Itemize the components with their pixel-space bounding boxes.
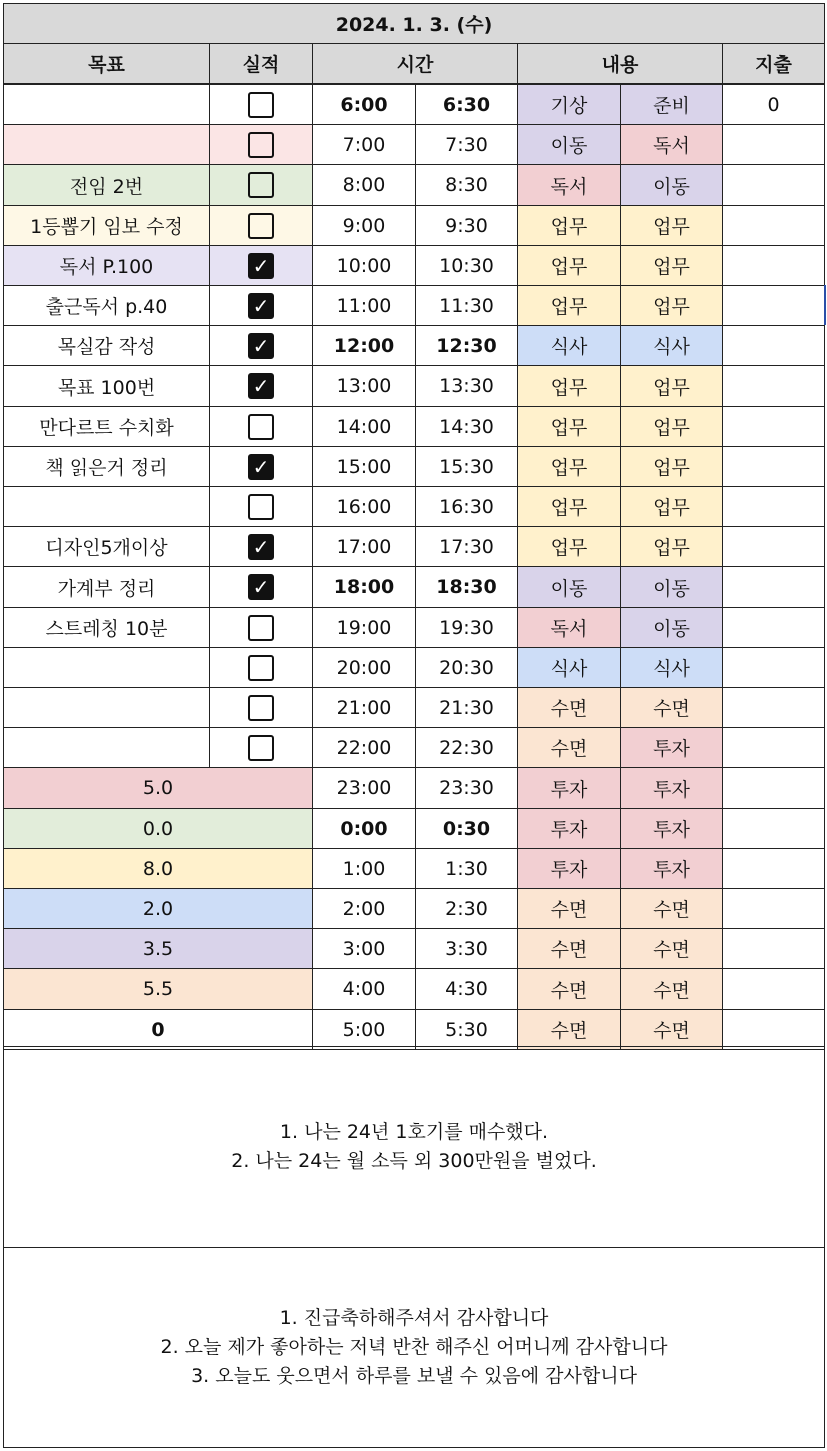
time-end-cell: 6:30 <box>415 84 518 125</box>
content-cell: 업무 <box>620 365 723 407</box>
done-cell <box>209 566 313 608</box>
time-end-cell: 20:30 <box>415 647 518 688</box>
content-cell: 기상 <box>517 84 621 125</box>
time-start-cell: 14:00 <box>312 406 416 447</box>
done-cell <box>209 687 313 728</box>
done-cell <box>209 245 313 286</box>
done-cell <box>209 325 313 366</box>
time-start-cell: 12:00 <box>312 325 416 366</box>
category-total-cell: 0.0 <box>3 808 313 849</box>
checkbox-unchecked[interactable] <box>248 695 274 721</box>
checkbox-checked[interactable] <box>248 574 274 600</box>
content-cell: 식사 <box>517 647 621 688</box>
time-end-cell: 10:30 <box>415 245 518 286</box>
goal-cell: 출근독서 p.40 <box>3 285 210 326</box>
goal-cell <box>3 124 210 165</box>
goal-cell: 전임 2번 <box>3 164 210 206</box>
time-start-cell: 11:00 <box>312 285 416 326</box>
time-end-cell: 17:30 <box>415 526 518 567</box>
time-start-cell: 23:00 <box>312 767 416 809</box>
content-cell: 이동 <box>517 124 621 165</box>
expense-cell <box>722 727 825 768</box>
content-cell: 업무 <box>620 446 723 487</box>
content-cell: 이동 <box>620 566 723 608</box>
content-cell: 수면 <box>620 687 723 728</box>
time-end-cell: 19:30 <box>415 607 518 648</box>
time-start-cell: 18:00 <box>312 566 416 608</box>
content-cell: 수면 <box>517 928 621 969</box>
goal-cell <box>3 486 210 527</box>
expense-cell <box>722 928 825 969</box>
done-cell <box>209 164 313 206</box>
expense-cell <box>722 808 825 849</box>
time-start-cell: 17:00 <box>312 526 416 567</box>
goal-note-line: 2. 나는 24는 월 소득 외 300만원을 벌었다. <box>231 1150 597 1172</box>
expense-cell <box>722 767 825 809</box>
time-start-cell: 8:00 <box>312 164 416 206</box>
expense-cell <box>722 486 825 527</box>
done-cell <box>209 285 313 326</box>
expense-cell <box>722 446 825 487</box>
time-start-cell: 5:00 <box>312 1009 416 1050</box>
content-cell: 업무 <box>620 406 723 447</box>
content-cell: 업무 <box>517 526 621 567</box>
expense-cell <box>722 968 825 1010</box>
goal-cell <box>3 647 210 688</box>
content-cell: 투자 <box>620 808 723 849</box>
content-cell: 투자 <box>620 767 723 809</box>
time-start-cell: 6:00 <box>312 84 416 125</box>
time-start-cell: 2:00 <box>312 888 416 929</box>
content-cell: 수면 <box>517 727 621 768</box>
done-cell <box>209 486 313 527</box>
time-end-cell: 21:30 <box>415 687 518 728</box>
content-cell: 이동 <box>620 607 723 648</box>
gratitude-notes <box>3 1247 825 1448</box>
content-cell: 수면 <box>517 968 621 1010</box>
content-cell: 독서 <box>620 124 723 165</box>
check-icon: ✓ <box>252 575 270 599</box>
expense-cell <box>722 365 825 407</box>
content-cell: 투자 <box>517 848 621 889</box>
goal-cell <box>3 84 210 125</box>
time-end-cell: 14:30 <box>415 406 518 447</box>
expense-cell <box>722 285 825 326</box>
gratitude-note-line: 3. 오늘도 웃으면서 하루를 보낼 수 있음에 감사합니다 <box>191 1365 637 1387</box>
expense-cell <box>722 687 825 728</box>
cell-selection-marker <box>824 285 826 325</box>
time-end-cell: 22:30 <box>415 727 518 768</box>
time-start-cell: 22:00 <box>312 727 416 768</box>
expense-cell <box>722 325 825 366</box>
content-cell: 독서 <box>517 164 621 206</box>
check-icon: ✓ <box>252 534 270 559</box>
content-cell: 이동 <box>620 164 723 206</box>
time-end-cell: 12:30 <box>415 325 518 366</box>
goal-cell <box>3 687 210 728</box>
expense-cell <box>722 566 825 608</box>
done-cell <box>209 406 313 447</box>
content-cell: 업무 <box>517 446 621 487</box>
content-cell: 투자 <box>620 727 723 768</box>
goal-note-line: 1. 나는 24년 1호기를 매수했다. <box>279 1121 549 1143</box>
checkbox-checked[interactable] <box>248 373 274 399</box>
done-cell <box>209 647 313 688</box>
time-start-cell: 21:00 <box>312 687 416 728</box>
done-cell <box>209 365 313 407</box>
gratitude-note-line: 1. 진급축하해주셔서 감사합니다 <box>279 1307 549 1329</box>
content-cell: 업무 <box>517 245 621 286</box>
time-start-cell: 10:00 <box>312 245 416 286</box>
time-end-cell: 2:30 <box>415 888 518 929</box>
content-cell: 업무 <box>517 406 621 447</box>
content-cell: 업무 <box>517 285 621 326</box>
goal-cell: 책 읽은거 정리 <box>3 446 210 487</box>
goal-cell: 목표 100번 <box>3 365 210 407</box>
checkbox-unchecked[interactable] <box>248 494 274 520</box>
category-total-cell: 2.0 <box>3 888 313 929</box>
expense-cell <box>722 205 825 246</box>
checkbox-checked[interactable] <box>248 333 274 359</box>
time-start-cell: 13:00 <box>312 365 416 407</box>
goal-cell: 가계부 정리 <box>3 566 210 608</box>
content-cell: 독서 <box>517 607 621 648</box>
header-time: 시간 <box>312 43 518 84</box>
checkbox-unchecked[interactable] <box>248 735 274 761</box>
time-end-cell: 23:30 <box>415 767 518 809</box>
content-cell: 투자 <box>517 808 621 849</box>
time-end-cell: 4:30 <box>415 968 518 1010</box>
expense-cell <box>722 848 825 889</box>
category-total-cell: 8.0 <box>3 848 313 889</box>
time-end-cell: 1:30 <box>415 848 518 889</box>
time-start-cell: 15:00 <box>312 446 416 487</box>
header-done: 실적 <box>209 43 313 84</box>
done-cell <box>209 446 313 487</box>
content-cell: 수면 <box>620 888 723 929</box>
time-start-cell: 9:00 <box>312 205 416 246</box>
content-cell: 투자 <box>517 767 621 809</box>
checkbox-unchecked[interactable] <box>248 92 274 118</box>
time-end-cell: 13:30 <box>415 365 518 407</box>
checkbox-unchecked[interactable] <box>248 213 274 239</box>
time-end-cell: 15:30 <box>415 446 518 487</box>
expense-cell <box>722 406 825 447</box>
time-end-cell: 8:30 <box>415 164 518 206</box>
time-end-cell: 11:30 <box>415 285 518 326</box>
goal-notes <box>3 1046 825 1248</box>
checkbox-unchecked[interactable] <box>248 132 274 158</box>
content-cell: 준비 <box>620 84 723 125</box>
expense-cell <box>722 607 825 648</box>
goal-cell <box>3 727 210 768</box>
goal-cell: 디자인5개이상 <box>3 526 210 567</box>
time-start-cell: 1:00 <box>312 848 416 889</box>
expense-cell <box>722 245 825 286</box>
check-icon: ✓ <box>252 253 270 278</box>
header-content: 내용 <box>517 43 723 84</box>
time-start-cell: 20:00 <box>312 647 416 688</box>
time-end-cell: 3:30 <box>415 928 518 969</box>
expense-cell <box>722 124 825 165</box>
content-cell: 식사 <box>517 325 621 366</box>
done-cell <box>209 727 313 768</box>
content-cell: 업무 <box>620 486 723 527</box>
time-start-cell: 3:00 <box>312 928 416 969</box>
checkbox-unchecked[interactable] <box>248 655 274 681</box>
content-cell: 수면 <box>620 928 723 969</box>
expense-cell <box>722 647 825 688</box>
header-expense: 지출 <box>722 43 825 84</box>
time-start-cell: 7:00 <box>312 124 416 165</box>
goal-cell: 독서 P.100 <box>3 245 210 286</box>
content-cell: 수면 <box>620 1009 723 1050</box>
content-cell: 수면 <box>517 1009 621 1050</box>
gratitude-note-line: 2. 오늘 제가 좋아하는 저녁 반찬 해주신 어머니께 감사합니다 <box>160 1336 668 1358</box>
done-cell <box>209 124 313 165</box>
time-start-cell: 19:00 <box>312 607 416 648</box>
check-icon: ✓ <box>252 374 270 398</box>
goal-cell: 만다르트 수치화 <box>3 406 210 447</box>
content-cell: 식사 <box>620 325 723 366</box>
time-end-cell: 9:30 <box>415 205 518 246</box>
done-cell <box>209 84 313 125</box>
expense-cell <box>722 888 825 929</box>
done-cell <box>209 526 313 567</box>
category-total-cell: 5.0 <box>3 767 313 809</box>
content-cell: 식사 <box>620 647 723 688</box>
date-title: 2024. 1. 3. (수) <box>3 3 825 44</box>
time-start-cell: 16:00 <box>312 486 416 527</box>
expense-cell <box>722 1009 825 1050</box>
time-end-cell: 7:30 <box>415 124 518 165</box>
content-cell: 업무 <box>517 486 621 527</box>
header-goal: 목표 <box>3 43 210 84</box>
checkbox-checked[interactable] <box>248 454 274 480</box>
goal-cell: 1등뽑기 임보 수정 <box>3 205 210 246</box>
time-end-cell: 18:30 <box>415 566 518 608</box>
checkbox-checked[interactable] <box>248 534 274 560</box>
done-cell <box>209 205 313 246</box>
checkbox-unchecked[interactable] <box>248 172 274 198</box>
time-end-cell: 5:30 <box>415 1009 518 1050</box>
checkbox-checked[interactable] <box>248 293 274 319</box>
content-cell: 투자 <box>620 848 723 889</box>
category-total-cell: 5.5 <box>3 968 313 1010</box>
time-end-cell: 0:30 <box>415 808 518 849</box>
goal-cell: 스트레칭 10분 <box>3 607 210 648</box>
content-cell: 이동 <box>517 566 621 608</box>
time-start-cell: 4:00 <box>312 968 416 1010</box>
time-end-cell: 16:30 <box>415 486 518 527</box>
content-cell: 업무 <box>620 245 723 286</box>
category-total-cell: 0 <box>3 1009 313 1050</box>
check-icon: ✓ <box>252 454 270 479</box>
checkbox-unchecked[interactable] <box>248 615 274 641</box>
content-cell: 업무 <box>620 285 723 326</box>
content-cell: 업무 <box>620 205 723 246</box>
content-cell: 업무 <box>517 365 621 407</box>
content-cell: 업무 <box>517 205 621 246</box>
content-cell: 업무 <box>620 526 723 567</box>
check-icon: ✓ <box>252 293 270 318</box>
check-icon: ✓ <box>252 333 270 358</box>
checkbox-checked[interactable] <box>248 253 274 279</box>
time-start-cell: 0:00 <box>312 808 416 849</box>
done-cell <box>209 607 313 648</box>
content-cell: 수면 <box>517 888 621 929</box>
content-cell: 수면 <box>517 687 621 728</box>
category-total-cell: 3.5 <box>3 928 313 969</box>
checkbox-unchecked[interactable] <box>248 414 274 440</box>
expense-cell: 0 <box>722 84 825 125</box>
goal-cell: 목실감 작성 <box>3 325 210 366</box>
expense-cell <box>722 164 825 206</box>
content-cell: 수면 <box>620 968 723 1010</box>
expense-cell <box>722 526 825 567</box>
